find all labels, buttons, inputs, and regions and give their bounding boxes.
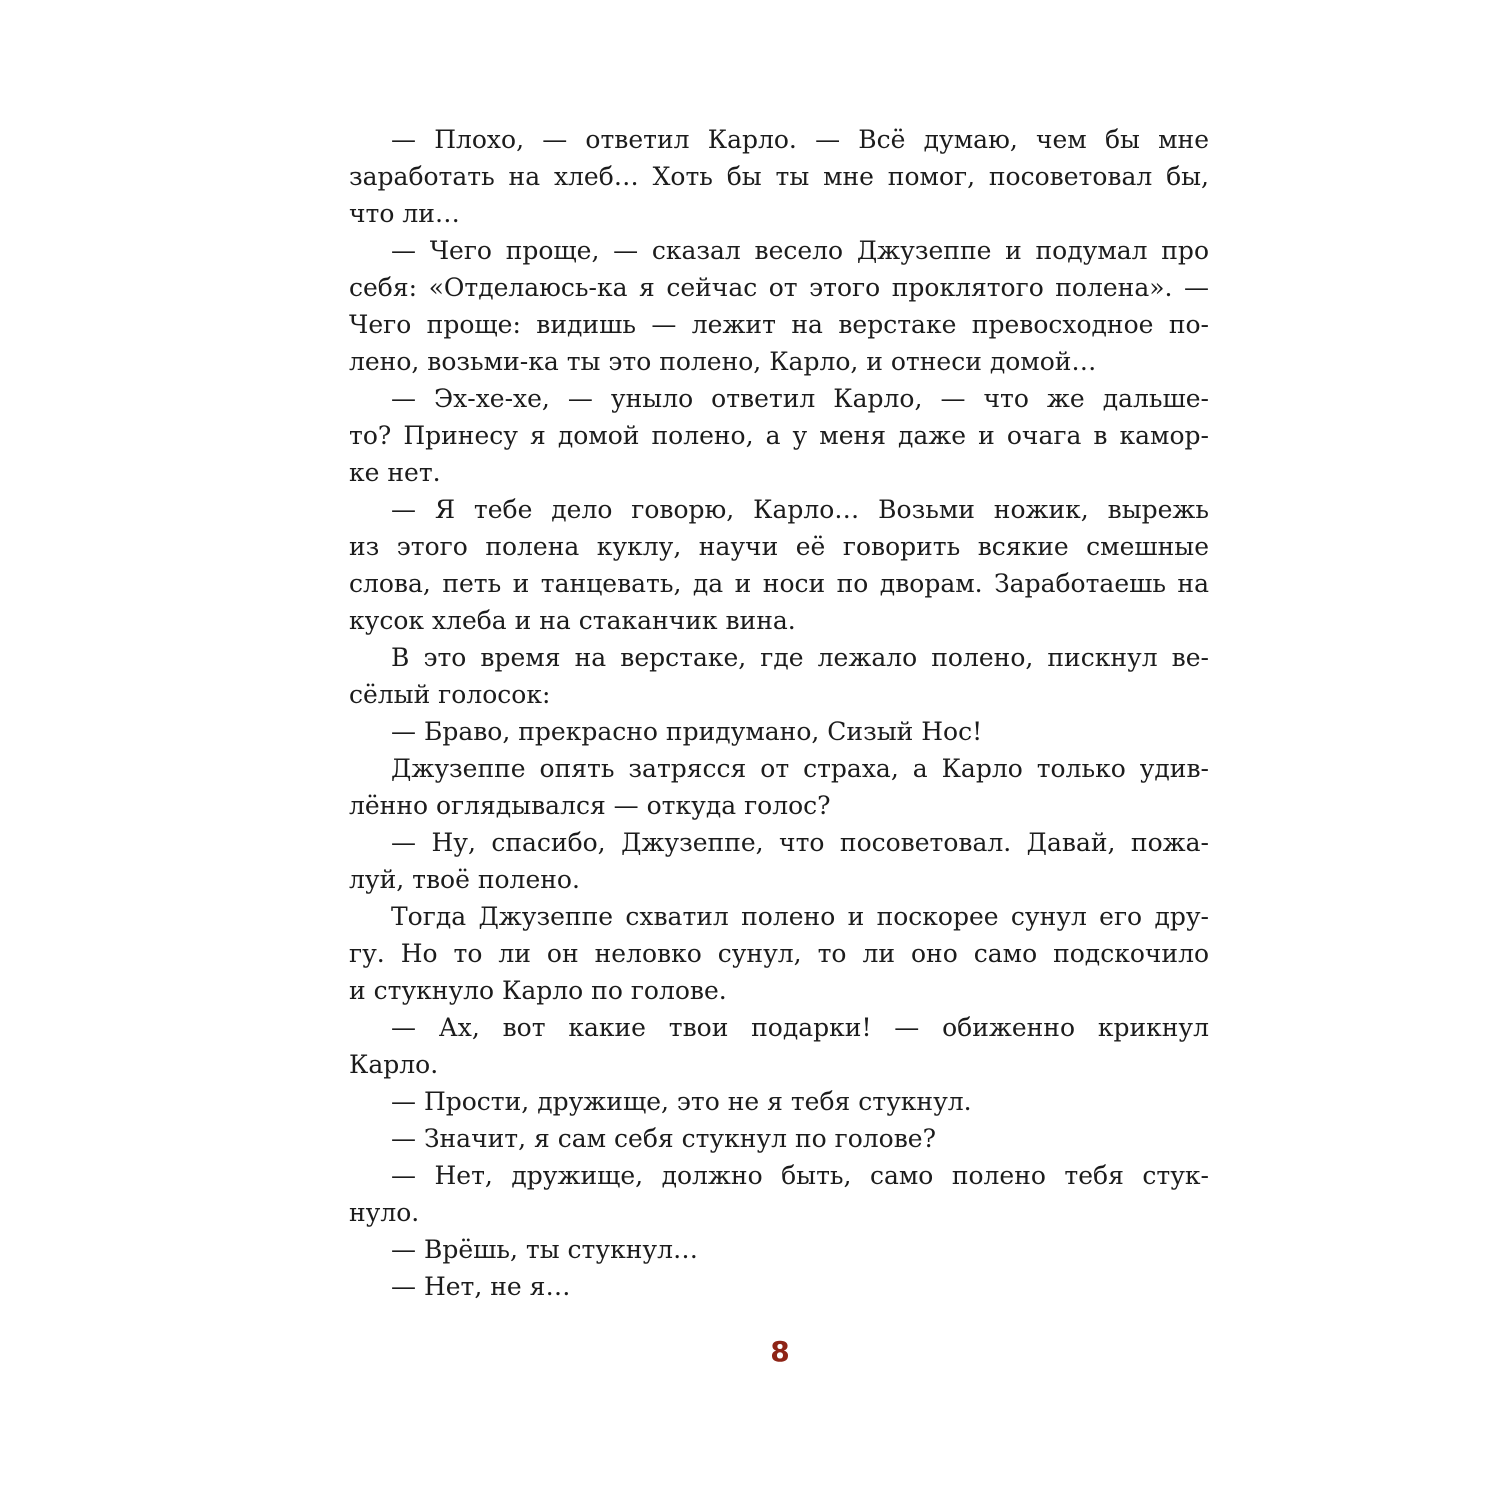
text-line: — Ну, спасибо, Джузеппе, что посоветовал. Давай, пожа-: [391, 828, 1209, 857]
text-line: — Ах, вот какие твои подарки! — обиженно крикнул: [391, 1013, 1209, 1042]
text-line: что ли…: [349, 199, 460, 228]
text-line: слова, петь и танцевать, да и носи по дворам. Заработаешь на: [349, 569, 1209, 598]
text-line: сёлый голосок:: [349, 680, 551, 709]
text-line: кусок хлеба и на стаканчик вина.: [349, 606, 796, 635]
text-line: Чего проще: видишь — лежит на верстаке превосходное по-: [349, 310, 1209, 339]
text-line: — Я тебе дело говорю, Карло… Возьми ножик, вырежь: [391, 495, 1209, 524]
text-line: — Значит, я сам себя стукнул по голове?: [391, 1124, 936, 1153]
text-line: — Браво, прекрасно придумано, Сизый Нос!: [391, 717, 983, 746]
text-line: заработать на хлеб… Хоть бы ты мне помог, посоветовал бы,: [349, 162, 1209, 191]
text-line: нуло.: [349, 1198, 420, 1227]
text-line: ке нет.: [349, 458, 441, 487]
text-line: и стукнуло Карло по голове.: [349, 976, 727, 1005]
text-line: лено, возьми-ка ты это полено, Карло, и отнеси домой…: [349, 347, 1097, 376]
body-text: [349, 121, 1209, 1305]
text-line: — Нет, не я…: [391, 1272, 571, 1301]
text-line: лённо оглядывался — откуда голос?: [349, 791, 831, 820]
text-line: то? Принесу я домой полено, а у меня даже и очага в камор-: [349, 421, 1209, 450]
text-line: — Эх-хе-хе, — уныло ответил Карло, — что же дальше-: [391, 384, 1209, 413]
text-line: — Плохо, — ответил Карло. — Всё думаю, чем бы мне: [391, 125, 1209, 154]
text-line: — Чего проще, — сказал весело Джузеппе и подумал про: [391, 236, 1209, 265]
text-line: из этого полена куклу, научи её говорить всякие смешные: [349, 532, 1209, 561]
page-number: 8: [770, 1335, 790, 1368]
text-line: гу. Но то ли он неловко сунул, то ли оно само подскочило: [349, 939, 1209, 968]
text-line: луй, твоё полено.: [349, 865, 580, 894]
text-line: Тогда Джузеппе схватил полено и поскорее сунул его дру-: [391, 902, 1209, 931]
text-line: В это время на верстаке, где лежало полено, пискнул ве-: [391, 643, 1209, 672]
text-line: Карло.: [349, 1050, 439, 1079]
text-line: — Прости, дружище, это не я тебя стукнул.: [391, 1087, 972, 1116]
text-line: — Врёшь, ты стукнул…: [391, 1235, 698, 1264]
text-line: Джузеппе опять затрясся от страха, а Карло только удив-: [391, 754, 1209, 783]
text-line: — Нет, дружище, должно быть, само полено тебя стук-: [391, 1161, 1209, 1190]
text-line: себя: «Отделаюсь-ка я сейчас от этого проклятого полена». —: [349, 273, 1209, 302]
